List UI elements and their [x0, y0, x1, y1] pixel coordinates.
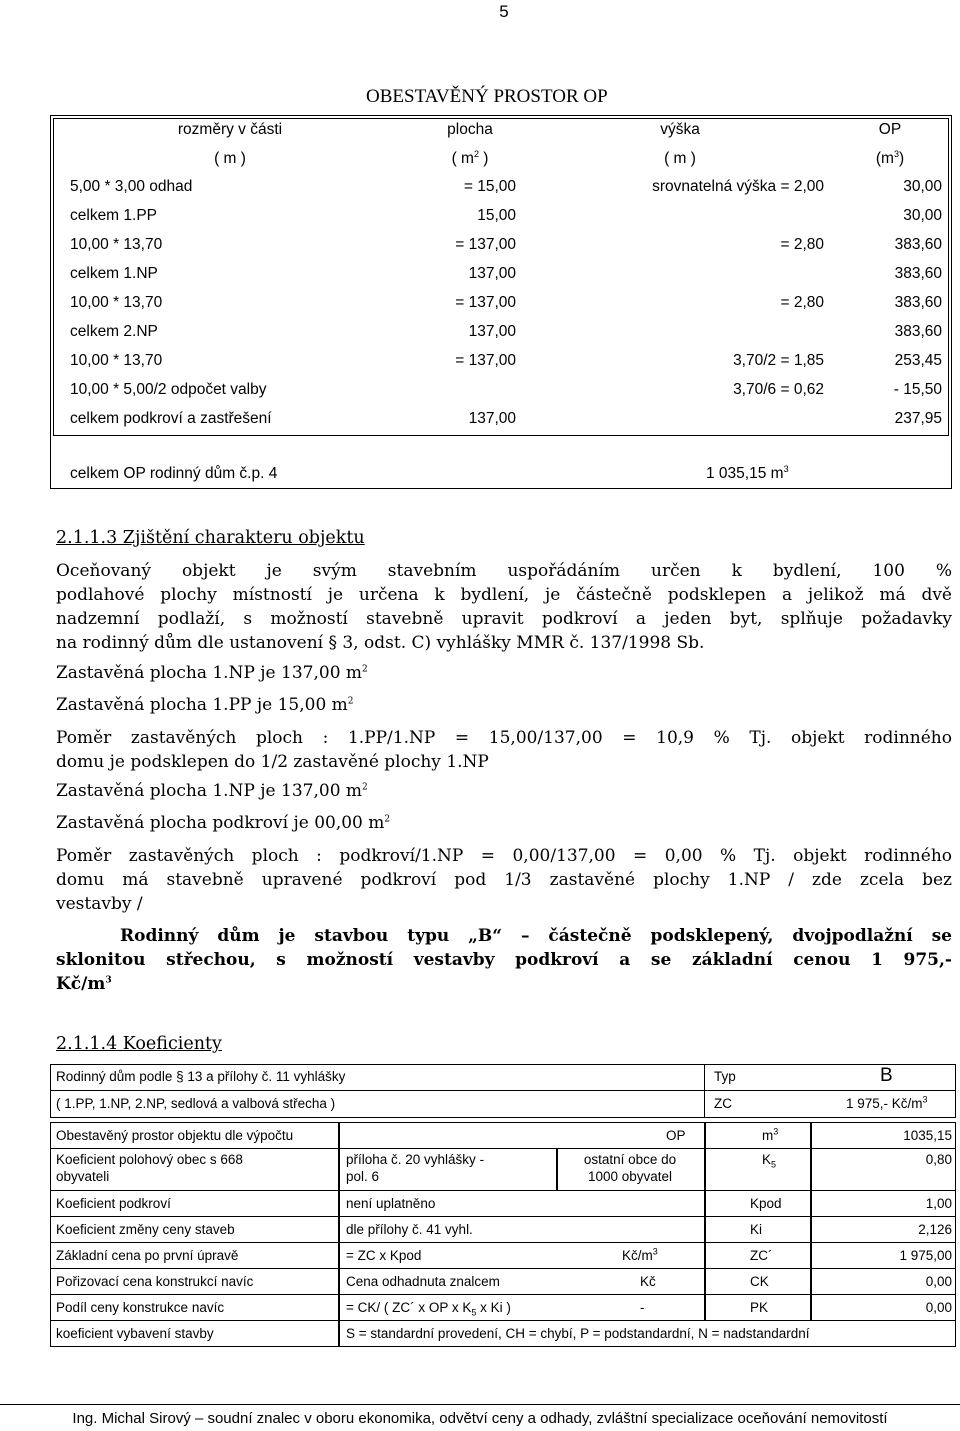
op-row-c0: 10,00 * 13,70	[70, 236, 163, 253]
op-row-c1: 137,00	[468, 265, 516, 282]
op-row-c1: = 137,00	[455, 352, 516, 369]
cell-border	[338, 1268, 340, 1295]
op-row-c3: 30,00	[903, 207, 942, 224]
op-table-content	[50, 115, 952, 489]
op-row-c0: 10,00 * 13,70	[70, 352, 163, 369]
zastavena-plocha-podkrovi: Zastavěná plocha podkroví je 00,00 $m^2$	[56, 813, 391, 833]
cell-border	[810, 1148, 812, 1191]
coef-label: Pořizovací cena konstrukcí navíc	[56, 1274, 254, 1289]
cell-border	[338, 1122, 340, 1149]
coef-label: Koeficient podkroví	[56, 1196, 171, 1211]
section-heading-2113: 2.1.1.3 Zjištění charakteru objektu	[56, 528, 365, 548]
coef-unit: OP	[666, 1128, 686, 1143]
para-line: Poměr zastavěných ploch : podkroví/1.NP = 0,00/137,00 = 0,00 % Tj. objekt rodinného	[56, 846, 952, 866]
typ-key: Typ	[714, 1069, 736, 1084]
cell-border	[704, 1216, 706, 1243]
cell-border	[810, 1190, 812, 1217]
row-divider	[50, 1090, 956, 1091]
para-line: vestavby /	[56, 894, 143, 914]
hdr-plocha-unit: ( $m^2$ )	[451, 148, 489, 167]
hdr-rozmery: rozměry v části	[177, 121, 283, 138]
coef-source: příloha č. 20 vyhlášky -	[346, 1152, 485, 1167]
op-row-c0: 10,00 * 13,70	[70, 294, 163, 311]
op-row-c2: srovnatelná výška = 2,00	[652, 178, 824, 195]
op-row-c3: 383,60	[894, 265, 942, 282]
coef-label: Koeficient změny ceny staveb	[56, 1222, 235, 1237]
cell-border	[810, 1242, 812, 1269]
op-row-c0: 10,00 * 5,00/2 odpočet valby	[70, 381, 267, 398]
coef-note: 1000 obyvatel	[587, 1169, 673, 1184]
coef-formula: = CK/ ( ZC´ x OP x $K_5$ x Ki )	[346, 1300, 511, 1318]
cell-border	[810, 1216, 812, 1243]
cell-border	[810, 1268, 812, 1295]
coef-label: Obestavěný prostor objektu dle výpočtu	[56, 1128, 294, 1143]
coef-label: Základní cena po první úpravě	[56, 1248, 239, 1263]
para-line: Oceňovaný objekt je svým stavebním uspořádáním určen k bydlení, 100 %	[56, 561, 952, 581]
para-line: podlahové plochy místností je určena k bydlení, je částečně podsklepen a jelikož má dvě	[56, 585, 952, 605]
typ-stavby-conclusion	[56, 924, 952, 996]
coef-label: Podíl ceny konstrukce navíc	[56, 1300, 225, 1315]
para-line: nadzemní podlaží, s možností stavebně upravit podkroví a jeden byt, splňuje požadavky	[56, 609, 952, 629]
op-row-c2: 3,70/2 = 1,85	[733, 352, 824, 369]
coef-symbol: PK	[750, 1300, 769, 1315]
cell-border	[704, 1294, 706, 1321]
zc-value: 1 975,- $Kč/m^3$	[846, 1094, 928, 1111]
coef-value: 1035,15	[903, 1128, 952, 1143]
typ-description: ( 1.PP, 1.NP, 2.NP, sedlová a valbová střecha )	[56, 1096, 336, 1111]
op-row-c3: - 15,50	[893, 381, 942, 398]
hdr-rozmery-unit: ( m )	[214, 150, 246, 167]
coef-value: 0,00	[925, 1274, 952, 1289]
coef-source: Cena odhadnuta znalcem	[346, 1274, 500, 1289]
op-row-c0: celkem podkroví a zastřešení	[70, 410, 272, 427]
op-row-c1: 137,00	[468, 410, 516, 427]
coef-value: 0,00	[925, 1300, 952, 1315]
op-row-c0: celkem 2.NP	[70, 323, 158, 340]
coef-unit: Kč	[640, 1274, 656, 1289]
para-charakter	[56, 559, 952, 655]
hdr-vyska-unit: ( m )	[664, 150, 696, 167]
coef-value: 1 975,00	[899, 1248, 952, 1263]
hdr-plocha: plocha	[447, 121, 493, 138]
hdr-vyska: výška	[660, 121, 700, 138]
coef-legend: S = standardní provedení, CH = chybí, P = podstandardní, N = nadstandardní	[346, 1326, 810, 1341]
op-row-c3: 237,95	[894, 410, 942, 427]
op-row-c2: = 2,80	[780, 236, 824, 253]
koeficienty-table	[50, 1064, 956, 1384]
coef-source: pol. 6	[346, 1169, 380, 1184]
cell-border	[338, 1216, 340, 1243]
section-heading-2114: 2.1.1.4 Koeficienty	[56, 1034, 222, 1054]
coef-value: 1,00	[925, 1196, 952, 1211]
coef-source: není uplatněno	[346, 1196, 436, 1211]
zastavena-plocha-1np: Zastavěná plocha 1.NP je 137,00 $m^2$	[56, 663, 368, 683]
cell-border	[704, 1190, 706, 1217]
zastavena-plocha-1np-2: Zastavěná plocha 1.NP je 137,00 $m^2$	[56, 781, 368, 801]
para-line: na rodinný dům dle ustanovení § 3, odst. C) vyhlášky MMR č. 137/1998 Sb.	[56, 633, 705, 653]
op-row-c0: celkem 1.PP	[70, 207, 158, 224]
cell-border	[704, 1148, 706, 1191]
footer-rule	[0, 1404, 960, 1405]
cell-border	[338, 1294, 340, 1321]
coef-source: = ZC x Kpod	[346, 1248, 422, 1263]
coef-symbol: ZC´	[750, 1248, 773, 1263]
cell-border	[704, 1242, 706, 1269]
footer: Ing. Michal Sirový – soudní znalec v oboru ekonomika, odvětví ceny a odhady, zvláštní specializace oceňování nemovitostí	[72, 1410, 888, 1427]
cell-border	[338, 1242, 340, 1269]
coef-symbol: $m^3$	[762, 1126, 779, 1143]
cell-border	[810, 1122, 812, 1149]
cell-border	[338, 1190, 340, 1217]
op-row-c3: 30,00	[903, 178, 942, 195]
typ-value: B	[880, 1065, 893, 1086]
op-row-c3: 253,45	[894, 352, 942, 369]
cell-border	[338, 1320, 340, 1347]
op-row-c1: 15,00	[477, 207, 516, 224]
col-divider	[704, 1064, 705, 1118]
cell-border	[704, 1122, 706, 1149]
hdr-op-unit: $(m^3)$	[875, 148, 905, 167]
op-row-c1: = 15,00	[463, 178, 516, 195]
op-row-c1: = 137,00	[455, 236, 516, 253]
op-row-c0: celkem 1.NP	[70, 265, 158, 282]
para-line: Poměr zastavěných ploch : 1.PP/1.NP = 15,00/137,00 = 10,9 % Tj. objekt rodinného	[56, 728, 952, 748]
coef-unit: -	[640, 1300, 645, 1315]
op-row-c2: = 2,80	[780, 294, 824, 311]
op-row-c3: 383,60	[894, 294, 942, 311]
coef-label: obyvateli	[56, 1169, 110, 1184]
coef-symbol: Kpod	[750, 1196, 782, 1211]
coef-unit: $Kč/m^3$	[622, 1246, 658, 1263]
para-line: sklonitou střechou, s možností vestavby podkroví a se základní cenou 1 975,-	[56, 950, 952, 970]
coef-value: 2,126	[918, 1222, 952, 1237]
zastavena-plocha-1pp: Zastavěná plocha 1.PP je 15,00 $m^2$	[56, 695, 354, 715]
cell-border	[810, 1294, 812, 1321]
hdr-op: OP	[878, 121, 902, 138]
page-number: 5	[499, 2, 509, 21]
coef-label: koeficient vybavení stavby	[56, 1326, 214, 1341]
cell-border	[338, 1148, 340, 1191]
coef-value: 0,80	[925, 1152, 952, 1167]
para-line: domu je podsklepen do 1/2 zastavěné plochy 1.NP	[56, 752, 489, 772]
op-row-c3: 383,60	[894, 236, 942, 253]
para-line: domu má stavebně upravené podkroví pod 1/3 zastavěné plochy 1.NP / zde zcela bez	[56, 870, 952, 890]
op-row-c2: 3,70/6 = 0,62	[733, 381, 824, 398]
cell-border	[704, 1268, 706, 1295]
coef-label: Koeficient polohový obec s 668	[56, 1152, 243, 1167]
cell-border	[50, 1190, 956, 1217]
op-total-label: celkem OP rodinný dům č.p. 4	[70, 465, 278, 482]
pomer-ploch-1	[56, 726, 952, 774]
coef-symbol: $K_5$	[762, 1152, 777, 1170]
pomer-ploch-2	[56, 844, 952, 916]
zc-key: ZC	[714, 1096, 732, 1111]
para-line: $Kč/m^3$	[56, 974, 112, 994]
op-row-c3: 383,60	[894, 323, 942, 340]
typ-label: Rodinný dům podle § 13 a přílohy č. 11 vyhlášky	[56, 1069, 346, 1084]
op-total-value: 1 035,15 $m^3$	[706, 463, 789, 482]
coef-symbol: Ki	[750, 1222, 763, 1237]
coef-symbol: CK	[750, 1274, 769, 1289]
op-row-c0: 5,00 * 3,00 odhad	[70, 178, 193, 195]
op-title: OBESTAVĚNÝ PROSTOR OP	[366, 86, 608, 107]
coef-note: ostatní obce do	[583, 1152, 677, 1167]
op-row-c1: = 137,00	[455, 294, 516, 311]
op-row-c1: 137,00	[468, 323, 516, 340]
para-line: Rodinný dům je stavbou typu „B“ – částečně podsklepený, dvojpodlažní se	[120, 926, 952, 946]
coef-source: dle přílohy č. 41 vyhl.	[346, 1222, 473, 1237]
